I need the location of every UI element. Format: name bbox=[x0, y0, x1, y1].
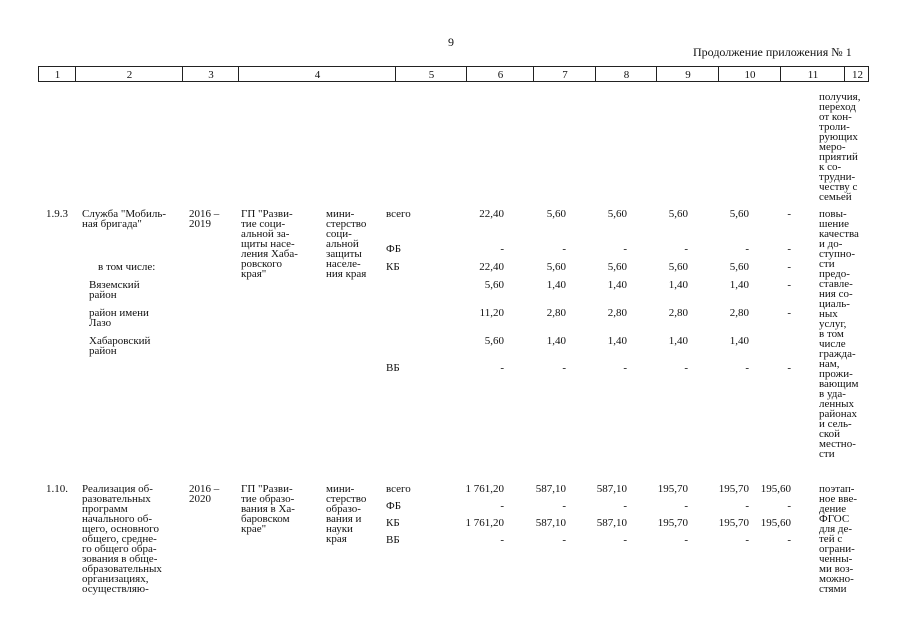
value-cell: 587,10 bbox=[596, 517, 627, 529]
value-cell: 1,40 bbox=[729, 279, 749, 291]
value-cell: 11,20 bbox=[479, 307, 504, 319]
district-name: район имени Лазо bbox=[89, 307, 149, 329]
value-cell: 1 761,20 bbox=[465, 517, 504, 529]
value-cell: - bbox=[787, 243, 791, 255]
row-number: 1.10. bbox=[46, 483, 68, 495]
value-cell: 5,60 bbox=[484, 279, 504, 291]
column-header-cell: 1 bbox=[54, 69, 61, 81]
row-number: 1.9.3 bbox=[46, 208, 68, 220]
value-cell: 195,60 bbox=[760, 483, 791, 495]
value-cell: 5,60 bbox=[668, 261, 688, 273]
column-header-cell: 9 bbox=[685, 69, 691, 81]
funding-source: всего bbox=[386, 483, 411, 495]
value-cell: - bbox=[562, 534, 566, 546]
value-cell: - bbox=[787, 279, 791, 291]
value-cell: - bbox=[562, 362, 566, 374]
value-cell: 2,80 bbox=[546, 307, 566, 319]
continuation-label: Продолжение приложения № 1 bbox=[693, 45, 852, 59]
funding-source: ФБ bbox=[386, 500, 402, 512]
period-years: 2016 – 2020 bbox=[189, 483, 220, 505]
value-cell: 1,40 bbox=[546, 279, 566, 291]
value-cell: - bbox=[787, 500, 791, 512]
value-cell: 5,60 bbox=[484, 335, 504, 347]
value-cell: 587,10 bbox=[596, 483, 627, 495]
expected-result: поэтап- ное вве- дение ФГОС для де- тей с ограни- ченны- ми воз- можно- стями bbox=[819, 483, 858, 595]
value-cell: 195,70 bbox=[718, 517, 749, 529]
value-cell: - bbox=[623, 243, 627, 255]
district-name: Вяземский район bbox=[89, 279, 140, 301]
column-header-cell: 12 bbox=[852, 69, 863, 81]
value-cell: - bbox=[787, 261, 791, 273]
value-cell: - bbox=[684, 534, 688, 546]
column-header-cell: 4 bbox=[314, 69, 321, 81]
column-header-cell: 7 bbox=[562, 69, 568, 81]
value-cell: - bbox=[787, 307, 791, 319]
value-cell: 22,40 bbox=[479, 261, 504, 273]
value-cell: - bbox=[623, 500, 627, 512]
value-cell: - bbox=[562, 500, 566, 512]
value-cell: - bbox=[684, 243, 688, 255]
measure-name: Реализация об- разовательных программ начального об- щего, основного общего, средне- го общего обра- зования в обще- образовательных организациях, осуществляю- bbox=[82, 483, 162, 595]
funding-source: ВБ bbox=[386, 534, 400, 546]
value-cell: 195,60 bbox=[760, 517, 791, 529]
value-cell: - bbox=[623, 534, 627, 546]
column-header-cell: 3 bbox=[208, 69, 214, 81]
value-cell: - bbox=[684, 362, 688, 374]
column-header-cell: 8 bbox=[623, 69, 630, 81]
district-name: Хабаровский район bbox=[89, 335, 151, 357]
value-cell: - bbox=[745, 534, 749, 546]
value-cell: - bbox=[745, 362, 749, 374]
value-cell: 5,60 bbox=[607, 261, 627, 273]
value-cell: 5,60 bbox=[546, 261, 566, 273]
value-cell: - bbox=[787, 362, 791, 374]
value-cell: - bbox=[745, 500, 749, 512]
column-header-cell: 2 bbox=[126, 69, 133, 81]
column-header-row bbox=[38, 66, 869, 82]
value-cell: 5,60 bbox=[729, 208, 749, 220]
expected-result: повы- шение качества и до- ступно- сти предо- ставле- ния со- циаль- ных услуг, в том числе гражда- нам, прожи- вающим в уда- ленных районах и сель- ской местно- сти bbox=[819, 208, 859, 460]
value-cell: - bbox=[787, 534, 791, 546]
value-cell: 195,70 bbox=[657, 517, 688, 529]
column-header-cell: 11 bbox=[807, 69, 819, 81]
value-cell: 2,80 bbox=[607, 307, 627, 319]
value-cell: 5,60 bbox=[668, 208, 688, 220]
value-cell: - bbox=[623, 362, 627, 374]
executor: мини- стерство соци- альной защиты населе- ния края bbox=[326, 208, 367, 280]
value-cell: 1,40 bbox=[668, 279, 688, 291]
measure-name: Служба "Мобиль- ная бригада" bbox=[82, 208, 167, 230]
value-cell: 1,40 bbox=[668, 335, 688, 347]
funding-source: КБ bbox=[386, 261, 400, 273]
value-cell: 587,10 bbox=[535, 517, 566, 529]
funding-source: ВБ bbox=[386, 362, 400, 374]
value-cell: 5,60 bbox=[729, 261, 749, 273]
value-cell: - bbox=[562, 243, 566, 255]
value-cell: - bbox=[500, 243, 504, 255]
value-cell: 195,70 bbox=[657, 483, 688, 495]
period-years: 2016 – 2019 bbox=[189, 208, 220, 230]
column-header-cell: 5 bbox=[428, 69, 435, 81]
funding-source: КБ bbox=[386, 517, 400, 529]
value-cell: - bbox=[500, 534, 504, 546]
value-cell: 5,60 bbox=[546, 208, 566, 220]
executor: мини- стерство образо- вания и науки края bbox=[326, 483, 367, 545]
value-cell: 1 761,20 bbox=[465, 483, 504, 495]
column-header-cell: 6 bbox=[497, 69, 504, 81]
funding-source: всего bbox=[386, 208, 411, 220]
value-cell: - bbox=[500, 362, 504, 374]
value-cell: - bbox=[745, 243, 749, 255]
value-cell: 5,60 bbox=[607, 208, 627, 220]
result-cell-continued: получия, переход от кон- троли- рующих меро- приятий к со- трудни- честву с семьей bbox=[819, 91, 861, 203]
value-cell: 1,40 bbox=[729, 335, 749, 347]
value-cell: 1,40 bbox=[607, 335, 627, 347]
state-program: ГП "Разви- тие соци- альной за- щиты насе- ления Хаба- ровского края" bbox=[241, 208, 298, 280]
value-cell: - bbox=[787, 208, 791, 220]
value-cell: 2,80 bbox=[729, 307, 749, 319]
value-cell: 1,40 bbox=[546, 335, 566, 347]
value-cell: 195,70 bbox=[718, 483, 749, 495]
value-cell: 2,80 bbox=[668, 307, 688, 319]
sub-label: в том числе: bbox=[98, 261, 156, 273]
state-program: ГП "Разви- тие образо- вания в Ха- баровском крае" bbox=[241, 483, 295, 535]
value-cell: 1,40 bbox=[607, 279, 627, 291]
value-cell: - bbox=[684, 500, 688, 512]
page-number: 9 bbox=[448, 35, 454, 49]
funding-source: ФБ bbox=[386, 243, 402, 255]
value-cell: 22,40 bbox=[479, 208, 504, 220]
value-cell: 587,10 bbox=[535, 483, 566, 495]
value-cell: - bbox=[500, 500, 504, 512]
column-header-cell: 10 bbox=[744, 69, 756, 81]
